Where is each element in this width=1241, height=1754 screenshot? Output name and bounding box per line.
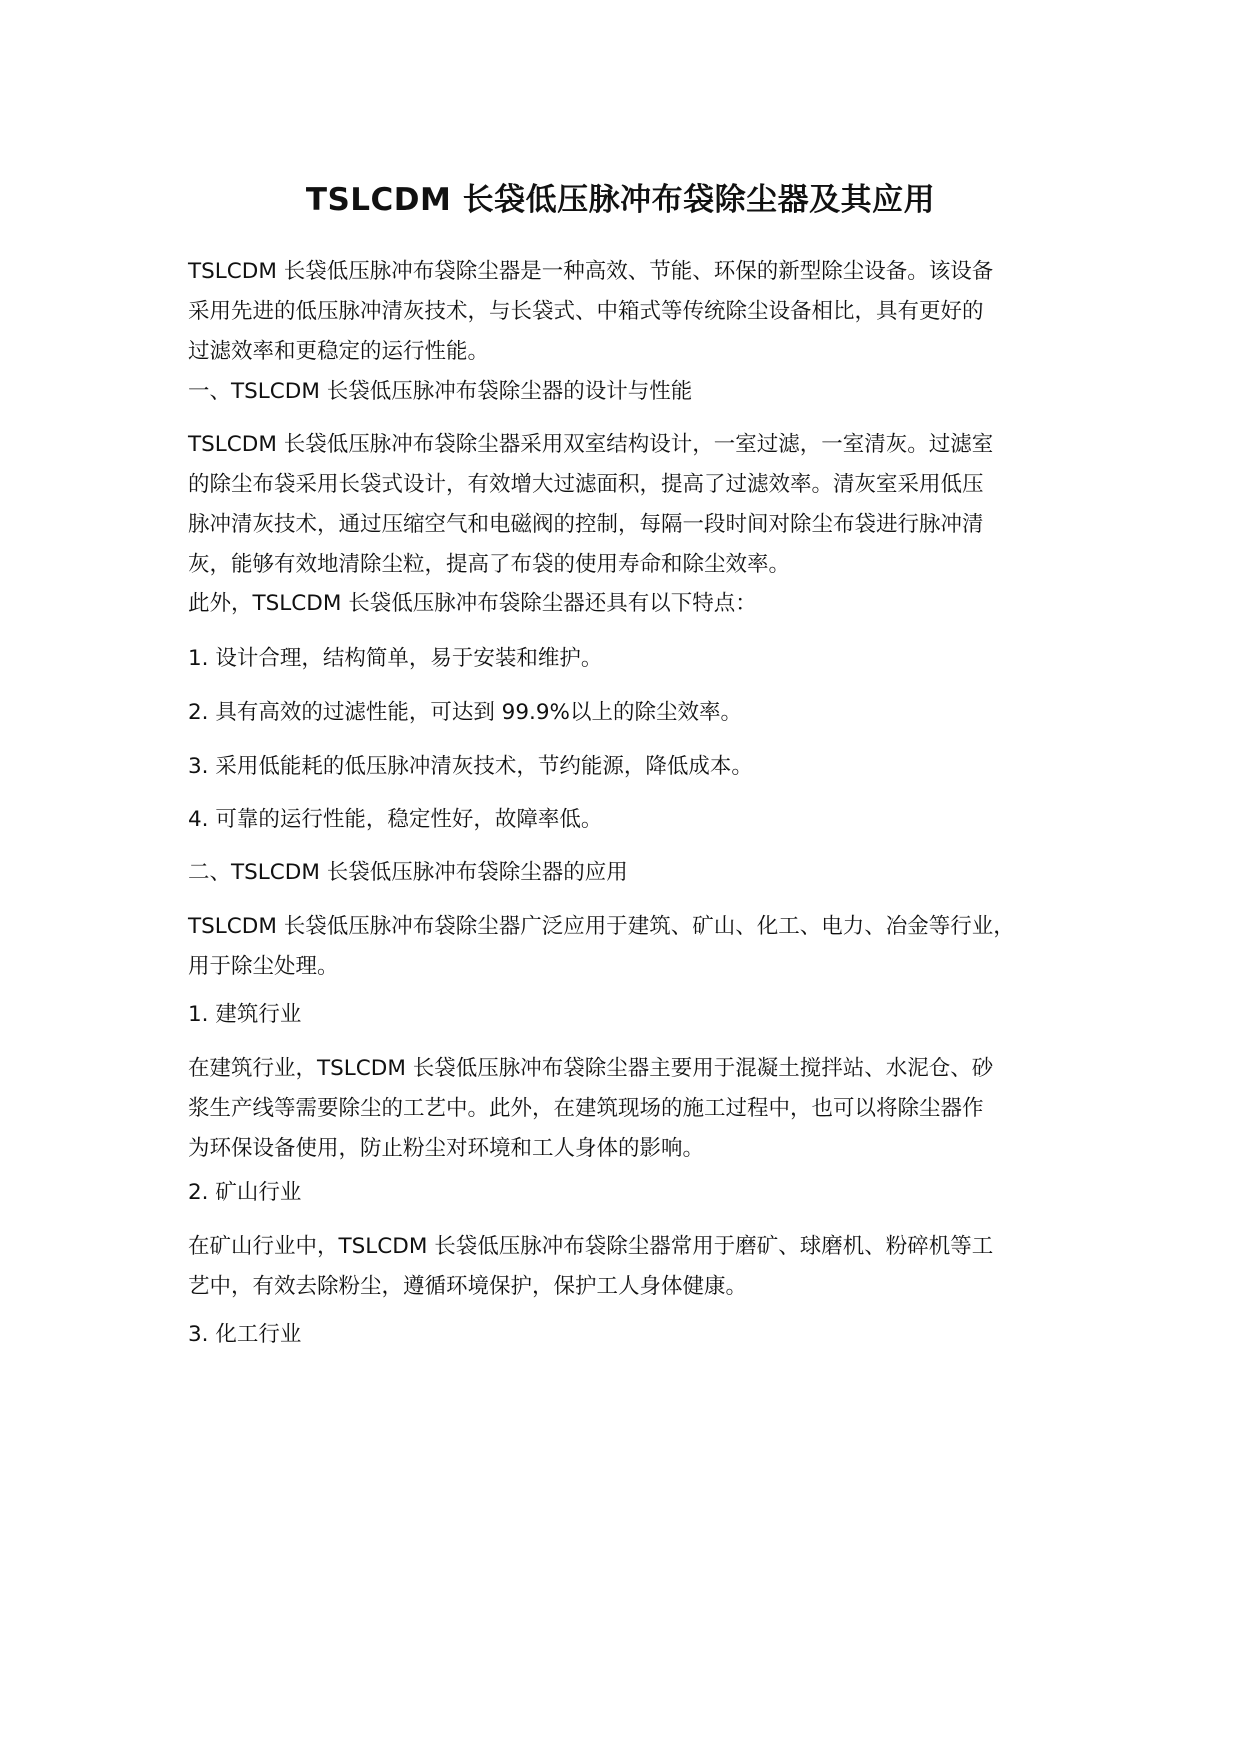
features-intro: [188, 584, 1088, 624]
text-line: 2. 矿山行业: [188, 1180, 302, 1205]
text-line: 3. 采用低能耗的低压脉冲清灰技术，节约能源，降低成本。: [188, 754, 753, 779]
text-line: 1. 设计合理，结构简单，易于安装和维护。: [188, 646, 603, 671]
text-line: 浆生产线等需要除尘的工艺中。此外，在建筑现场的施工过程中，也可以将除尘器作: [188, 1096, 984, 1121]
feature-item-2: [188, 693, 1088, 733]
subheading-mining: [188, 1173, 1088, 1213]
design-paragraph: [188, 425, 1088, 585]
section-heading-application: [188, 853, 1088, 893]
construction-paragraph: [188, 1049, 1088, 1169]
feature-item-1: [188, 639, 1088, 679]
section-heading-design: [188, 372, 1088, 412]
text-line: 一、TSLCDM 长袋低压脉冲布袋除尘器的设计与性能: [188, 379, 693, 404]
text-line: 灰，能够有效地清除尘粒，提高了布袋的使用寿命和除尘效率。: [188, 552, 791, 577]
intro-paragraph: [188, 252, 1088, 372]
text-line: 用于除尘处理。: [188, 954, 339, 979]
text-line: 2. 具有高效的过滤性能，可达到 99.9%以上的除尘效率。: [188, 700, 742, 725]
text-line: 的除尘布袋采用长袋式设计，有效增大过滤面积，提高了过滤效率。清灰室采用低压: [188, 472, 984, 497]
subheading-construction: [188, 995, 1088, 1035]
feature-item-4: [188, 800, 1088, 840]
document-title: TSLCDM 长袋低压脉冲布袋除尘器及其应用: [305, 182, 936, 218]
text-line: 艺中，有效去除粉尘，遵循环境保护，保护工人身体健康。: [188, 1274, 748, 1299]
text-line: 过滤效率和更稳定的运行性能。: [188, 339, 490, 364]
text-line: 脉冲清灰技术，通过压缩空气和电磁阀的控制，每隔一段时间对除尘布袋进行脉冲清: [188, 512, 984, 537]
mining-paragraph: [188, 1227, 1088, 1307]
feature-item-3: [188, 747, 1088, 787]
text-line: 3. 化工行业: [188, 1322, 302, 1347]
text-line: 为环保设备使用，防止粉尘对环境和工人身体的影响。: [188, 1136, 705, 1161]
application-paragraph: [188, 907, 1088, 987]
text-line: TSLCDM 长袋低压脉冲布袋除尘器广泛应用于建筑、矿山、化工、电力、冶金等行业，: [188, 914, 1015, 939]
subheading-chemical: [188, 1315, 1088, 1355]
text-line: 1. 建筑行业: [188, 1002, 302, 1027]
text-line: 采用先进的低压脉冲清灰技术，与长袋式、中箱式等传统除尘设备相比，具有更好的: [188, 299, 984, 324]
text-line: 在矿山行业中，TSLCDM 长袋低压脉冲布袋除尘器常用于磨矿、球磨机、粉碎机等工: [188, 1234, 994, 1259]
text-line: 二、TSLCDM 长袋低压脉冲布袋除尘器的应用: [188, 860, 628, 885]
text-line: 4. 可靠的运行性能，稳定性好，故障率低。: [188, 807, 603, 832]
text-line: TSLCDM 长袋低压脉冲布袋除尘器采用双室结构设计，一室过滤，一室清灰。过滤室: [188, 432, 994, 457]
text-line: 此外，TSLCDM 长袋低压脉冲布袋除尘器还具有以下特点：: [188, 591, 757, 616]
text-line: 在建筑行业，TSLCDM 长袋低压脉冲布袋除尘器主要用于混凝土搅拌站、水泥仓、砂: [188, 1056, 994, 1081]
text-line: TSLCDM 长袋低压脉冲布袋除尘器是一种高效、节能、环保的新型除尘设备。该设备: [188, 259, 994, 284]
